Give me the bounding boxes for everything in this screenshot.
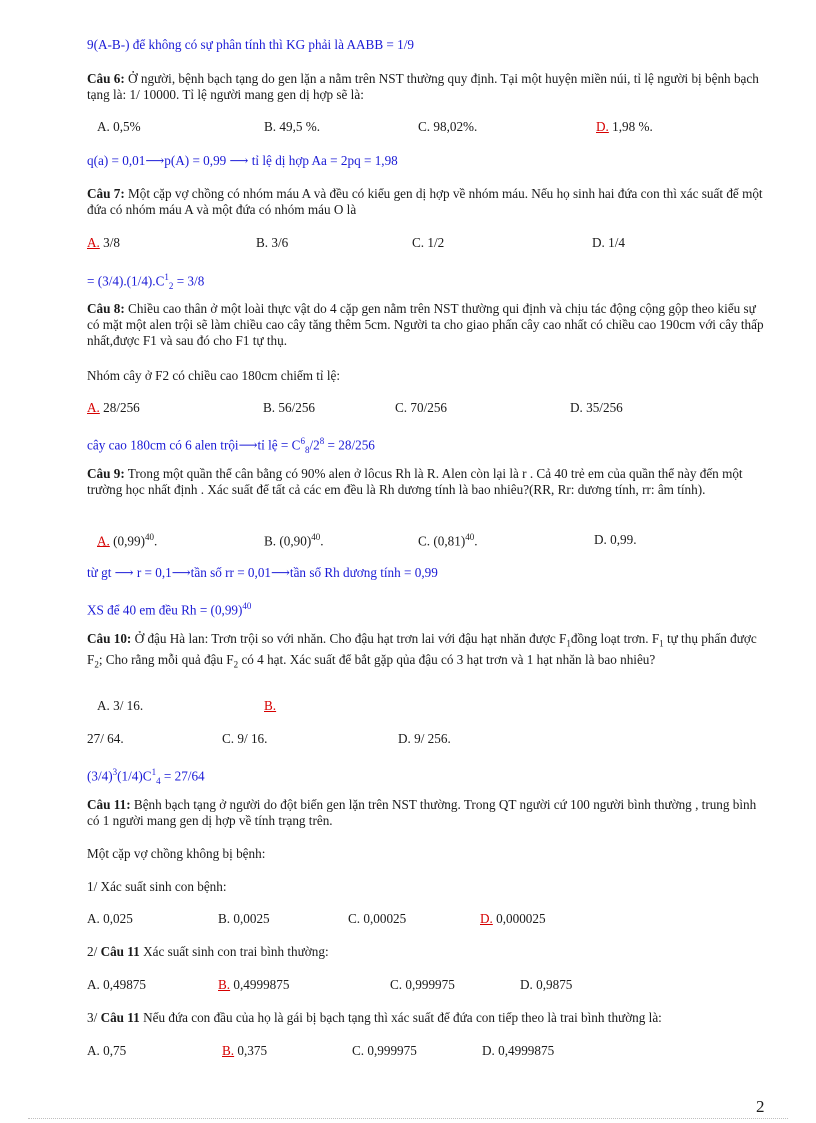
option-b: B. 56/256 (263, 400, 316, 415)
question-8-sub: Nhóm cây ở F2 có chiều cao 180cm chiếm tỉ lệ: (87, 368, 341, 383)
answer-9-line1: từ gt ⟶ r = 0,1⟶tần số rr = 0,01⟶tần số Rh dương tính = 0,99 (87, 565, 438, 580)
question-11-part3: 3/ Câu 11 Nếu đứa con đầu của họ là gái bị bạch tạng thì xác suất để đứa con tiếp theo là trai bình thường là: (87, 1010, 662, 1025)
option-a: A. 0,49875 (87, 977, 146, 992)
option-b-marker: B. (222, 1043, 235, 1058)
question-11 (87, 797, 767, 829)
answer-9-line2: XS để 40 em đều $Rh = (0,99)^{40}$ (87, 601, 252, 618)
option-a-marker: A. (87, 235, 100, 250)
option-a: A. 3/ 16. (97, 698, 144, 713)
option-d-marker: D. (596, 119, 609, 134)
question-label: Câu 8: (87, 301, 125, 316)
options-7 (87, 235, 687, 253)
options-11-2 (87, 977, 687, 995)
question-text: Một cặp vợ chồng có nhóm máu A và đều có kiểu gen dị hợp về nhóm máu. Nếu họ sinh hai đứa con thì xác suất để một đứa có nhóm máu A và một đứa có nhóm máu O là (87, 186, 763, 217)
option-b: B. 3/6 (256, 235, 289, 250)
option-d: D. 0,4999875 (482, 1043, 555, 1058)
options-10 (97, 698, 697, 716)
options-10-row2 (87, 731, 687, 749)
option-b: 27/ 64. (87, 731, 124, 746)
option-d: D. 1/4 (592, 235, 625, 250)
page-number: 2 (756, 1097, 765, 1116)
question-8 (87, 301, 767, 349)
question-label: Câu 11: (87, 797, 131, 812)
option-c: C. 0,999975 (390, 977, 455, 992)
option-b: B. (0,90) (264, 533, 312, 549)
answer-6: q(a) = 0,01⟶p(A) = 0,99 ⟶ tỉ lệ dị hợp Aa = 2pq = 1,98 (87, 153, 398, 168)
option-b: 0,375 (234, 1043, 268, 1058)
option-d: D. 9/ 256. (398, 731, 451, 746)
option-d-marker: D. (480, 911, 493, 926)
question-label: Câu 6: (87, 71, 125, 86)
option-d: D. 0,9875 (520, 977, 573, 992)
options-9: A. $(0,99)^{40}$. B. $(0,90)^{40}$. C. $(0,81)^{40}$. D. 0,99. (97, 532, 637, 549)
options-8 (87, 400, 687, 418)
question-9 (87, 466, 767, 498)
option-a: (0,99) (109, 533, 145, 549)
option-a-marker: A. (87, 400, 100, 415)
option-b: B. 49,5 %. (264, 119, 321, 134)
question-text: Ở người, bệnh bạch tạng do gen lặn a nằm trên NST thường quy định. Tại một huyện miền núi, tỉ lệ người bị bệnh bạch tạng là: 1/ 10000. Tỉ lệ người mang gen dị hợp sẽ là: (87, 71, 759, 102)
question-6 (87, 71, 767, 103)
question-10: Câu 10: Ở đậu Hà lan: Trơn trội so với nhăn. Cho đậu hạt trơn lai với đậu hạt nhăn được $F_1đồng$ loạt trơn. $F_1$ tự thụ phấn được $F_2$; Cho rằng mỗi quả đậu $F_2$ có 4 hạt. Xác suất để bắt gặp qủa đậu có 3 hạt trơn và 1 hạt nhăn là bao nhiêu? (87, 631, 757, 670)
option-c: C. 70/256 (395, 400, 448, 415)
question-label: Câu 10: (87, 631, 132, 646)
options-6 (97, 119, 697, 137)
option-b-marker: B. (264, 698, 277, 713)
option-b-marker: B. (218, 977, 231, 992)
option-a: A. 0,75 (87, 1043, 127, 1058)
question-text: Chiều cao thân ở một loài thực vật do 4 cặp gen nằm trên NST thường qui định và chịu tác động cộng gộp theo kiểu sự có mặt một alen trội sẽ làm chiều cao cây tăng thêm 5cm. Người ta cho giao phấn cây cao nhất có chiều cao 190cm với cây thấp nhất,được F1 và sau đó cho F1 tự thụ. (87, 301, 764, 348)
question-label: Câu 7: (87, 186, 125, 201)
option-b: 0,4999875 (230, 977, 290, 992)
answer-7: = $(3/4).(1/4).C^1_2 = 3/8$ (87, 272, 205, 292)
option-d: 0,000025 (492, 911, 546, 926)
answer-10: $(3/4)^3(1/4)C^1_4 = 27/64$ (87, 767, 205, 787)
option-a-marker: A. (97, 533, 110, 549)
question-11-part2: 2/ Câu 11 Xác suất sinh con trai bình thường: (87, 944, 329, 959)
question-11-sub: Một cặp vợ chồng không bị bệnh: (87, 846, 266, 861)
question-text: Bệnh bạch tạng ở người do đột biến gen lặn trên NST thường. Trong QT người cứ 100 người bình thường , trung bình có 1 người mang gen dị hợp về tính trạng trên. (87, 797, 757, 828)
option-c: C. 0,00025 (348, 911, 407, 926)
option-d: D. 0,99. (594, 532, 637, 547)
option-c: C. 1/2 (412, 235, 445, 250)
option-a: A. 0,5% (97, 119, 141, 134)
option-d: D. 35/256 (570, 400, 623, 415)
options-11-3 (87, 1043, 687, 1061)
answer-8: cây cao 180cm có 6 alen trội⟶tỉ lệ = $C^6_8/2^8 = 28/256$ (87, 436, 375, 456)
question-7 (87, 186, 767, 218)
question-11-part1: 1/ Xác suất sinh con bệnh: (87, 879, 227, 894)
option-c: C. 98,02%. (418, 119, 478, 134)
option-c: C. (0,81) (418, 533, 466, 549)
question-text: Trong một quần thể cân bằng có 90% alen ở lôcus Rh là R. Alen còn lại là r . Cả 40 trẻ em của quần thể này đến một trường học nhất định . Xác suất để tất cả các em đều là Rh dương tính là bao nhiêu?(RR, Rr: dương tính, rr: âm tính). (87, 466, 743, 497)
option-c: C. 9/ 16. (222, 731, 268, 746)
answer-line: 9(A-B-) để không có sự phân tính thì KG phải là AABB = 1/9 (87, 37, 415, 52)
options-11-1 (87, 911, 687, 929)
option-a: 3/8 (99, 235, 120, 250)
question-label: Câu 9: (87, 466, 125, 481)
option-a: A. 0,025 (87, 911, 133, 926)
option-a: 28/256 (99, 400, 140, 415)
option-d: 1,98 %. (608, 119, 653, 134)
footer-divider (28, 1118, 788, 1119)
option-c: C. 0,999975 (352, 1043, 417, 1058)
option-b: B. 0,0025 (218, 911, 270, 926)
